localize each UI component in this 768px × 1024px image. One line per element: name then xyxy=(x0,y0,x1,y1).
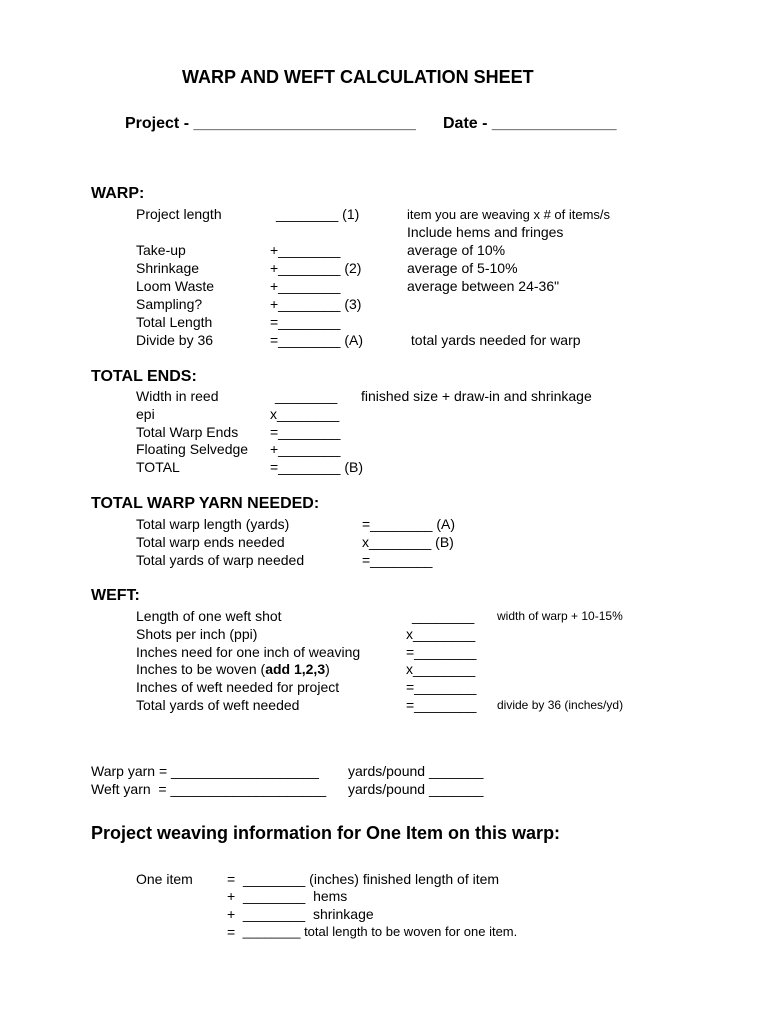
project-info-value[interactable]: ________ hems xyxy=(243,888,348,904)
ends-row-label: TOTAL xyxy=(136,459,180,475)
ends-row-label: Floating Selvedge xyxy=(136,441,249,457)
ends-row-note: finished size + draw-in and shrinkage xyxy=(361,388,592,404)
project-info-value[interactable]: ________ total length to be woven for one item. xyxy=(239,924,518,939)
weft-row-note: divide by 36 (inches/yd) xyxy=(497,698,624,712)
warp-row-note: Include hems and fringes xyxy=(407,224,564,240)
weft-row-value[interactable]: =________ xyxy=(406,679,477,695)
warp-row-label: Divide by 36 xyxy=(136,332,214,348)
weft-row-label: Total yards of weft needed xyxy=(136,697,300,713)
project-field[interactable]: Project - _________________________ xyxy=(125,115,416,132)
warp-yarn-field[interactable]: Warp yarn = ___________________ xyxy=(91,763,319,779)
project-info-op: + xyxy=(227,906,236,922)
project-info-op: = xyxy=(227,924,236,940)
warp-row-value[interactable]: +________ (3) xyxy=(270,296,362,312)
weft-row-value[interactable]: x________ xyxy=(406,661,476,677)
warp-row-label: Sampling? xyxy=(136,296,203,312)
warp-row-note: item you are weaving x # of items/s xyxy=(407,207,611,222)
total-ends-heading: TOTAL ENDS: xyxy=(91,368,197,385)
weft-yarn-field[interactable]: Weft yarn = ____________________ xyxy=(91,781,327,797)
warp-row-label: Loom Waste xyxy=(136,278,215,294)
project-info-value[interactable]: ________ shrinkage xyxy=(239,906,374,922)
weft-heading: WEFT: xyxy=(91,587,140,604)
warp-row-value[interactable]: =________ (A) xyxy=(270,332,364,348)
warp-row-label: Take-up xyxy=(136,242,186,258)
weft-row-value[interactable]: =________ xyxy=(406,697,477,713)
warp-row-note: average of 5-10% xyxy=(407,260,518,276)
warp-row-note: average of 10% xyxy=(407,242,506,258)
project-info-value[interactable]: ________ (inches) finished length of item xyxy=(243,871,500,887)
weft-yarn-unit-field[interactable]: yards/pound _______ xyxy=(348,781,484,797)
ends-row-label: Total Warp Ends xyxy=(136,424,239,440)
warp-row-value[interactable]: +________ xyxy=(270,278,341,294)
warp-yarn-row-value[interactable]: =________ (A) xyxy=(362,516,456,532)
weft-row-value[interactable]: x________ xyxy=(406,626,476,642)
weft-row-label: Length of one weft shot xyxy=(136,608,282,624)
total-warp-yarn-heading: TOTAL WARP YARN NEEDED: xyxy=(91,495,320,512)
warp-row-label: Total Length xyxy=(136,314,213,330)
ends-row-label: Width in reed xyxy=(136,388,219,404)
weft-row-label: Inches need for one inch of weaving xyxy=(136,644,361,660)
warp-yarn-row-label: Total warp length (yards) xyxy=(136,516,290,532)
ends-row-value[interactable]: x________ xyxy=(270,406,340,422)
project-info-heading: Project weaving information for One Item on this warp: xyxy=(91,823,561,843)
warp-row-value[interactable]: +________ xyxy=(270,242,341,258)
warp-yarn-row-value[interactable]: =________ xyxy=(362,552,433,568)
weft-row-label-bold: add 1,2,3 xyxy=(265,661,326,677)
project-info-op: = xyxy=(227,871,236,887)
warp-heading: WARP: xyxy=(91,185,145,202)
warp-row-value[interactable]: ________ (1) xyxy=(276,206,360,222)
ends-row-value[interactable]: ________ xyxy=(275,388,338,404)
warp-row-value[interactable]: +________ (2) xyxy=(270,260,362,276)
ends-row-value[interactable]: +________ xyxy=(270,441,341,457)
warp-yarn-unit-field[interactable]: yards/pound _______ xyxy=(348,763,484,779)
warp-row-value[interactable]: =________ xyxy=(270,314,341,330)
warp-row-note: average between 24-36" xyxy=(407,278,560,294)
project-info-label: One item xyxy=(136,871,193,887)
warp-row-label: Shrinkage xyxy=(136,260,200,276)
weft-row-value[interactable]: ________ xyxy=(412,608,475,624)
ends-row-value[interactable]: =________ xyxy=(270,424,341,440)
ends-row-value[interactable]: =________ (B) xyxy=(270,459,364,475)
weft-row-label-end: ) xyxy=(325,661,330,677)
weft-row-note: width of warp + 10-15% xyxy=(497,609,623,623)
weft-row-label: Inches of weft needed for project xyxy=(136,679,340,695)
date-field[interactable]: Date - ______________ xyxy=(443,115,617,132)
warp-yarn-row-label: Total warp ends needed xyxy=(136,534,285,550)
warp-row-note: total yards needed for warp xyxy=(407,332,581,348)
weft-row-value[interactable]: =________ xyxy=(406,644,477,660)
warp-row-label: Project length xyxy=(136,206,222,222)
weft-row-label-composite xyxy=(136,662,330,676)
weft-row-label: Shots per inch (ppi) xyxy=(136,626,258,642)
page-title: WARP AND WEFT CALCULATION SHEET xyxy=(182,67,534,87)
warp-yarn-row-label: Total yards of warp needed xyxy=(136,552,305,568)
warp-yarn-row-value[interactable]: x________ (B) xyxy=(362,534,454,550)
project-info-op: + xyxy=(227,888,236,904)
ends-row-label: epi xyxy=(136,406,155,422)
weft-row-label: Inches to be woven ( xyxy=(136,661,266,677)
